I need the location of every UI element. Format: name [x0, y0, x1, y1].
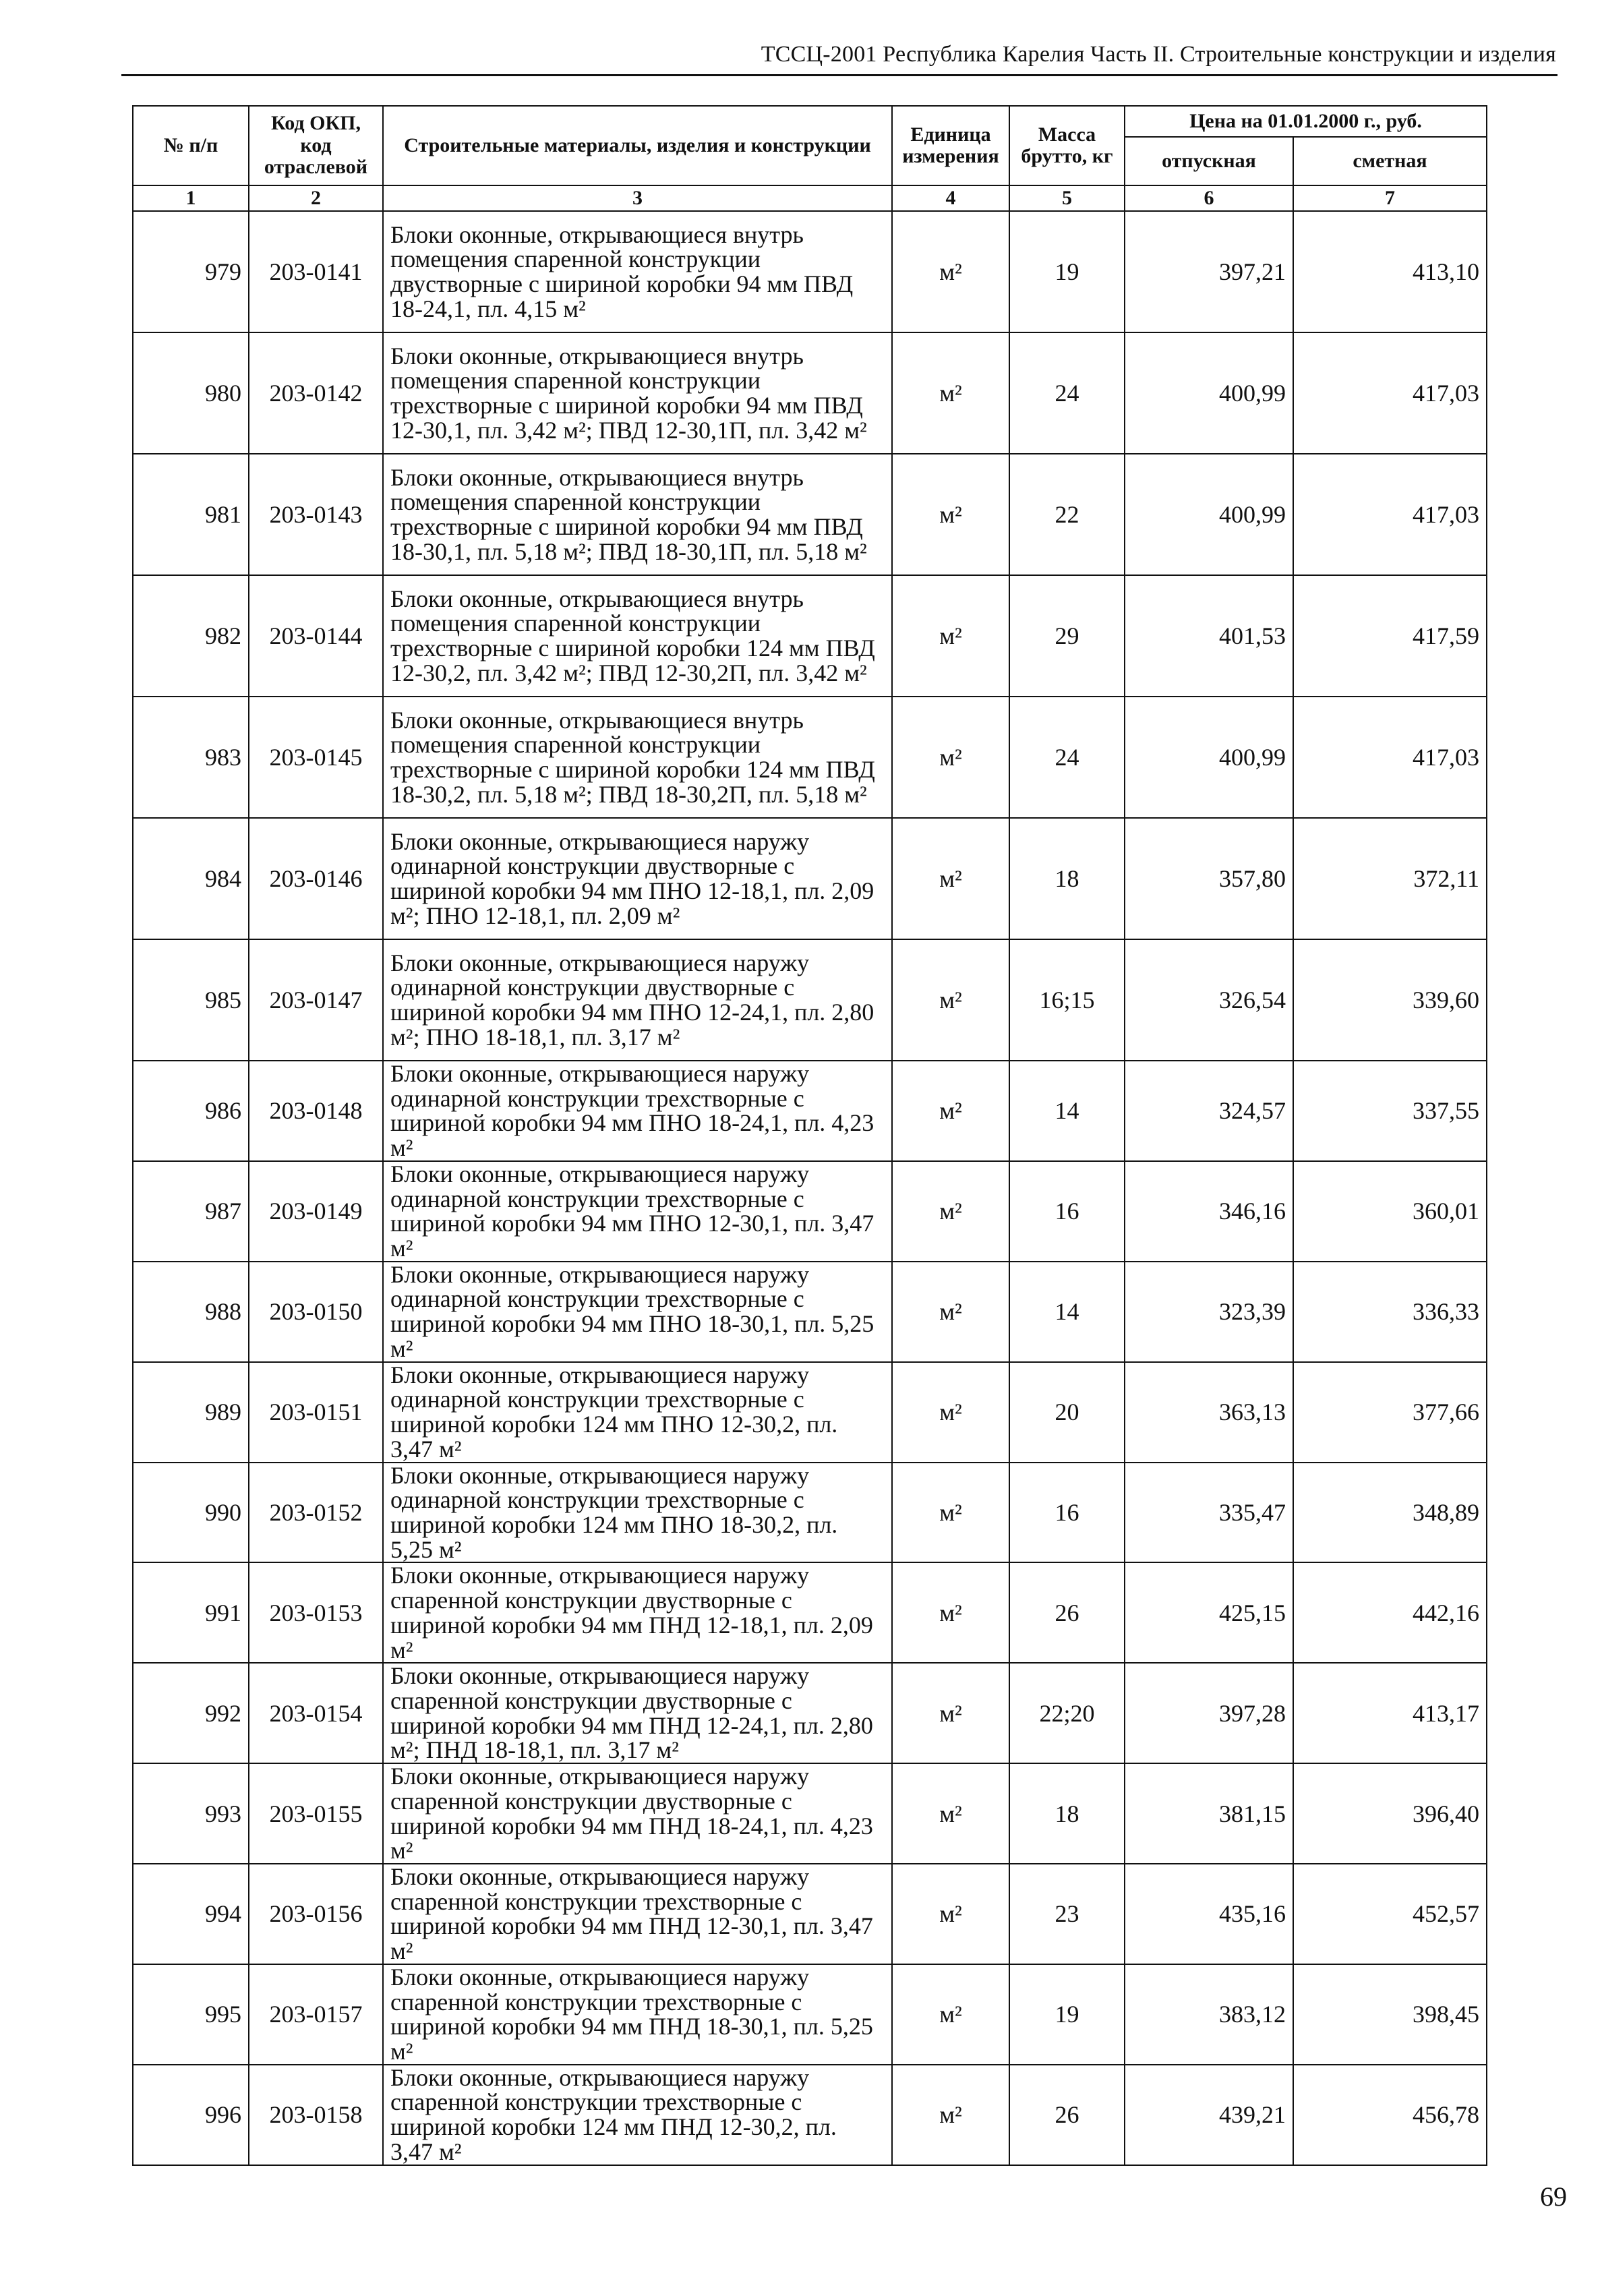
row-price-estimate: 336,33: [1293, 1262, 1487, 1362]
row-price-release: 400,99: [1125, 454, 1293, 575]
row-price-release: 335,47: [1125, 1463, 1293, 1563]
row-unit: м²: [892, 1763, 1009, 1864]
row-code: 203-0152: [249, 1463, 383, 1563]
col-header-price-release: отпускная: [1125, 137, 1293, 185]
row-price-estimate: 417,03: [1293, 454, 1487, 575]
row-number: 993: [133, 1763, 249, 1864]
col-number: 1: [133, 185, 249, 211]
row-price-release: 439,21: [1125, 2065, 1293, 2165]
row-code: 203-0142: [249, 332, 383, 454]
row-mass: 26: [1009, 1562, 1125, 1663]
col-header-name: Строительные материалы, изделия и конструкции: [383, 106, 892, 185]
row-mass: 22: [1009, 454, 1125, 575]
row-unit: м²: [892, 1663, 1009, 1763]
table-row: [133, 211, 1487, 332]
row-number: 995: [133, 1964, 249, 2065]
col-header-price-group: Цена на 01.01.2000 г., руб.: [1125, 106, 1487, 137]
row-code: 203-0151: [249, 1362, 383, 1463]
row-mass: 24: [1009, 332, 1125, 454]
row-code: 203-0156: [249, 1864, 383, 1964]
row-description: Блоки оконные, открывающиеся наружу одинарной конструкции двустворные с шириной коробки 94 мм ПНО 12-18,1, пл. 2,09 м²; ПНО 12-18,1, пл. 2,09 м²: [383, 818, 892, 939]
row-description: Блоки оконные, открывающиеся наружу одинарной конструкции двустворные с шириной коробки 94 мм ПНО 12-24,1, пл. 2,80 м²; ПНО 18-18,1, пл. 3,17 м²: [383, 939, 892, 1061]
table-row: [133, 1362, 1487, 1463]
col-number: 7: [1293, 185, 1487, 211]
row-unit: м²: [892, 2065, 1009, 2165]
row-code: 203-0154: [249, 1663, 383, 1763]
row-description: Блоки оконные, открывающиеся наружу спаренной конструкции трехстворные с шириной коробки 94 мм ПНД 18-30,1, пл. 5,25 м²: [383, 1964, 892, 2065]
row-price-release: 324,57: [1125, 1061, 1293, 1161]
row-number: 987: [133, 1161, 249, 1262]
row-mass: 20: [1009, 1362, 1125, 1463]
row-price-release: 401,53: [1125, 575, 1293, 697]
table-row: [133, 1964, 1487, 2065]
row-number: 980: [133, 332, 249, 454]
price-table: [132, 105, 1487, 2166]
row-price-release: 397,28: [1125, 1663, 1293, 1763]
row-description: Блоки оконные, открывающиеся внутрь помещения спаренной конструкции трехстворные с шириной коробки 94 мм ПВД 12-30,1, пл. 3,42 м²; ПВД 12-30,1П, пл. 3,42 м²: [383, 332, 892, 454]
row-description: Блоки оконные, открывающиеся внутрь помещения спаренной конструкции двустворные с шириной коробки 94 мм ПВД 18-24,1, пл. 4,15 м²: [383, 211, 892, 332]
row-unit: м²: [892, 818, 1009, 939]
row-price-release: 400,99: [1125, 332, 1293, 454]
row-code: 203-0148: [249, 1061, 383, 1161]
row-unit: м²: [892, 697, 1009, 818]
row-price-estimate: 417,03: [1293, 332, 1487, 454]
row-description: Блоки оконные, открывающиеся наружу одинарной конструкции трехстворные с шириной коробки 94 мм ПНО 18-30,1, пл. 5,25 м²: [383, 1262, 892, 1362]
table-row: [133, 939, 1487, 1061]
row-mass: 18: [1009, 1763, 1125, 1864]
row-unit: м²: [892, 1463, 1009, 1563]
table-row: [133, 818, 1487, 939]
row-number: 996: [133, 2065, 249, 2165]
row-price-release: 363,13: [1125, 1362, 1293, 1463]
row-description: Блоки оконные, открывающиеся наружу одинарной конструкции трехстворные с шириной коробки 124 мм ПНО 12-30,2, пл. 3,47 м²: [383, 1362, 892, 1463]
table-row: [133, 454, 1487, 575]
row-price-estimate: 417,59: [1293, 575, 1487, 697]
row-mass: 16;15: [1009, 939, 1125, 1061]
row-price-estimate: 339,60: [1293, 939, 1487, 1061]
row-price-estimate: 360,01: [1293, 1161, 1487, 1262]
row-mass: 19: [1009, 211, 1125, 332]
row-description: Блоки оконные, открывающиеся внутрь помещения спаренной конструкции трехстворные с шириной коробки 124 мм ПВД 18-30,2, пл. 5,18 м²; ПВД 18-30,2П, пл. 5,18 м²: [383, 697, 892, 818]
col-number: 3: [383, 185, 892, 211]
row-description: Блоки оконные, открывающиеся внутрь помещения спаренной конструкции трехстворные с шириной коробки 124 мм ПВД 12-30,2, пл. 3,42 м²; ПВД 12-30,2П, пл. 3,42 м²: [383, 575, 892, 697]
table-row: [133, 697, 1487, 818]
row-unit: м²: [892, 1262, 1009, 1362]
table-row: [133, 1562, 1487, 1663]
row-number: 983: [133, 697, 249, 818]
col-number: 4: [892, 185, 1009, 211]
row-code: 203-0157: [249, 1964, 383, 2065]
row-description: Блоки оконные, открывающиеся наружу одинарной конструкции трехстворные с шириной коробки 94 мм ПНО 18-24,1, пл. 4,23 м²: [383, 1061, 892, 1161]
row-price-estimate: 413,10: [1293, 211, 1487, 332]
row-price-estimate: 398,45: [1293, 1964, 1487, 2065]
row-number: 986: [133, 1061, 249, 1161]
col-header-mass: Масса брутто, кг: [1009, 106, 1125, 185]
row-description: Блоки оконные, открывающиеся наружу спаренной конструкции двустворные с шириной коробки 94 мм ПНД 12-24,1, пл. 2,80 м²; ПНД 18-18,1, пл. 3,17 м²: [383, 1663, 892, 1763]
row-mass: 23: [1009, 1864, 1125, 1964]
row-number: 984: [133, 818, 249, 939]
row-unit: м²: [892, 1562, 1009, 1663]
col-header-code: Код ОКП, код отраслевой: [249, 106, 383, 185]
row-code: 203-0150: [249, 1262, 383, 1362]
header-rule: [121, 74, 1558, 76]
row-price-release: 346,16: [1125, 1161, 1293, 1262]
row-code: 203-0146: [249, 818, 383, 939]
row-description: Блоки оконные, открывающиеся наружу спаренной конструкции трехстворные с шириной коробки 94 мм ПНД 12-30,1, пл. 3,47 м²: [383, 1864, 892, 1964]
row-price-estimate: 417,03: [1293, 697, 1487, 818]
row-number: 979: [133, 211, 249, 332]
row-price-release: 323,39: [1125, 1262, 1293, 1362]
row-unit: м²: [892, 1161, 1009, 1262]
row-unit: м²: [892, 939, 1009, 1061]
row-mass: 16: [1009, 1161, 1125, 1262]
row-code: 203-0141: [249, 211, 383, 332]
row-price-release: 381,15: [1125, 1763, 1293, 1864]
row-price-estimate: 396,40: [1293, 1763, 1487, 1864]
row-price-release: 383,12: [1125, 1964, 1293, 2065]
col-number: 2: [249, 185, 383, 211]
row-code: 203-0144: [249, 575, 383, 697]
row-code: 203-0143: [249, 454, 383, 575]
row-number: 989: [133, 1362, 249, 1463]
row-mass: 22;20: [1009, 1663, 1125, 1763]
row-mass: 18: [1009, 818, 1125, 939]
row-unit: м²: [892, 575, 1009, 697]
col-header-no: № п/п: [133, 106, 249, 185]
table-row: [133, 1663, 1487, 1763]
row-mass: 24: [1009, 697, 1125, 818]
table-row: [133, 1262, 1487, 1362]
col-header-price-estimate: сметная: [1293, 137, 1487, 185]
row-number: 985: [133, 939, 249, 1061]
row-unit: м²: [892, 1864, 1009, 1964]
row-mass: 26: [1009, 2065, 1125, 2165]
row-price-estimate: 337,55: [1293, 1061, 1487, 1161]
row-price-estimate: 413,17: [1293, 1663, 1487, 1763]
table-body: [133, 211, 1487, 2165]
col-number: 6: [1125, 185, 1293, 211]
row-unit: м²: [892, 1061, 1009, 1161]
row-price-estimate: 456,78: [1293, 2065, 1487, 2165]
row-price-estimate: 442,16: [1293, 1562, 1487, 1663]
row-code: 203-0153: [249, 1562, 383, 1663]
row-unit: м²: [892, 332, 1009, 454]
row-price-release: 326,54: [1125, 939, 1293, 1061]
row-price-estimate: 372,11: [1293, 818, 1487, 939]
row-unit: м²: [892, 1362, 1009, 1463]
row-price-estimate: 348,89: [1293, 1463, 1487, 1563]
row-description: Блоки оконные, открывающиеся наружу одинарной конструкции трехстворные с шириной коробки 124 мм ПНО 18-30,2, пл. 5,25 м²: [383, 1463, 892, 1563]
row-mass: 29: [1009, 575, 1125, 697]
col-header-unit: Единица измерения: [892, 106, 1009, 185]
row-number: 992: [133, 1663, 249, 1763]
row-code: 203-0155: [249, 1763, 383, 1864]
row-code: 203-0158: [249, 2065, 383, 2165]
row-price-release: 425,15: [1125, 1562, 1293, 1663]
table-row: [133, 1061, 1487, 1161]
table-row: [133, 1763, 1487, 1864]
row-mass: 14: [1009, 1262, 1125, 1362]
col-number: 5: [1009, 185, 1125, 211]
row-unit: м²: [892, 454, 1009, 575]
row-number: 990: [133, 1463, 249, 1563]
row-number: 991: [133, 1562, 249, 1663]
table-row: [133, 575, 1487, 697]
row-description: Блоки оконные, открывающиеся наружу спаренной конструкции двустворные с шириной коробки 94 мм ПНД 12-18,1, пл. 2,09 м²: [383, 1562, 892, 1663]
table-row: [133, 2065, 1487, 2165]
row-price-estimate: 452,57: [1293, 1864, 1487, 1964]
table-row: [133, 1463, 1487, 1563]
row-description: Блоки оконные, открывающиеся внутрь помещения спаренной конструкции трехстворные с шириной коробки 94 мм ПВД 18-30,1, пл. 5,18 м²; ПВД 18-30,1П, пл. 5,18 м²: [383, 454, 892, 575]
row-price-estimate: 377,66: [1293, 1362, 1487, 1463]
row-price-release: 397,21: [1125, 211, 1293, 332]
row-code: 203-0145: [249, 697, 383, 818]
row-code: 203-0149: [249, 1161, 383, 1262]
row-description: Блоки оконные, открывающиеся наружу спаренной конструкции трехстворные с шириной коробки 124 мм ПНД 12-30,2, пл. 3,47 м²: [383, 2065, 892, 2165]
row-unit: м²: [892, 211, 1009, 332]
row-price-release: 357,80: [1125, 818, 1293, 939]
row-mass: 19: [1009, 1964, 1125, 2065]
row-number: 994: [133, 1864, 249, 1964]
row-description: Блоки оконные, открывающиеся наружу спаренной конструкции двустворные с шириной коробки 94 мм ПНД 18-24,1, пл. 4,23 м²: [383, 1763, 892, 1864]
row-price-release: 400,99: [1125, 697, 1293, 818]
row-number: 981: [133, 454, 249, 575]
table-row: [133, 332, 1487, 454]
row-unit: м²: [892, 1964, 1009, 2065]
page-header-title: ТССЦ-2001 Республика Карелия Часть II. Строительные конструкции и изделия: [761, 42, 1556, 67]
row-mass: 16: [1009, 1463, 1125, 1563]
table-row: [133, 1864, 1487, 1964]
page-number: 69: [1540, 2181, 1567, 2212]
row-price-release: 435,16: [1125, 1864, 1293, 1964]
row-mass: 14: [1009, 1061, 1125, 1161]
row-description: Блоки оконные, открывающиеся наружу одинарной конструкции трехстворные с шириной коробки 94 мм ПНО 12-30,1, пл. 3,47 м²: [383, 1161, 892, 1262]
table-row: [133, 1161, 1487, 1262]
row-number: 982: [133, 575, 249, 697]
row-number: 988: [133, 1262, 249, 1362]
row-code: 203-0147: [249, 939, 383, 1061]
